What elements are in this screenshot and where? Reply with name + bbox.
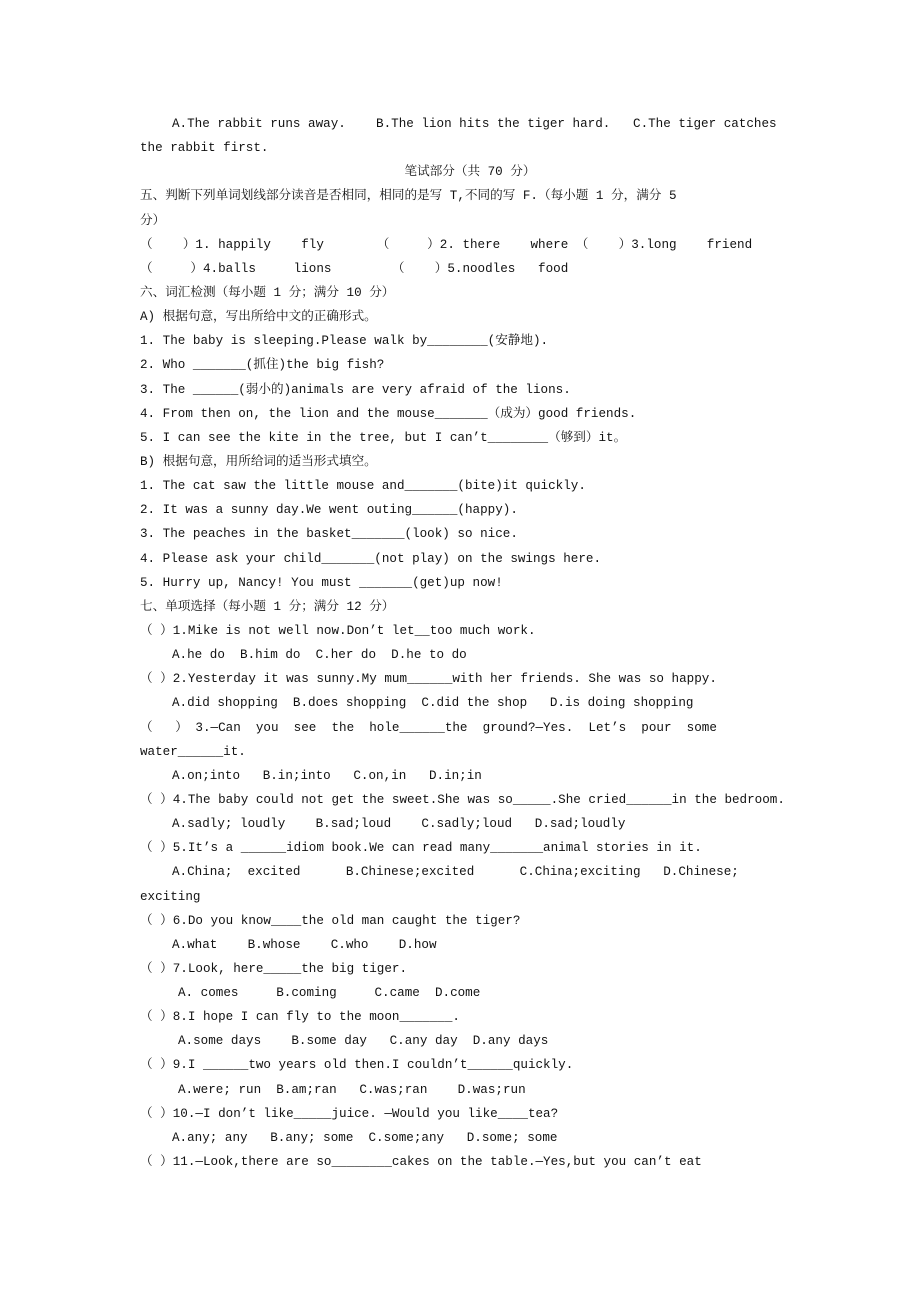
question-line: 4. From then on, the lion and the mouse_______（成为）good friends.	[140, 406, 637, 421]
question-line: （ ）4.The baby could not get the sweet.She was so_____.She cried______in the bedroom.	[140, 792, 785, 807]
question-line: 3. The ______(弱小的)animals are very afraid of the lions.	[140, 382, 571, 397]
question-line: （ ）10.—I don’t like_____juice. —Would you like____tea?	[140, 1106, 559, 1121]
subsection-heading: B) 根据句意，用所给词的适当形式填空。	[140, 454, 377, 469]
answer-options: A. comes B.coming C.came D.come	[178, 986, 481, 1001]
question-line: （ ）4.balls lions （ ）5.noodles food	[140, 261, 569, 276]
section-heading: 七、单项选择（每小题 1 分；满分 12 分）	[140, 599, 395, 614]
section-heading: 五、判断下列单词划线部分读音是否相同，相同的是写 T,不同的写 F.（每小题 1 分，满分 5	[140, 189, 677, 204]
question-line: （ ）9.I ______two years old then.I couldn’t______quickly.	[140, 1058, 574, 1073]
question-line: 1. The baby is sleeping.Please walk by________(安静地).	[140, 334, 549, 349]
question-line: exciting	[140, 889, 201, 904]
question-line: 5. Hurry up, Nancy! You must _______(get)up now!	[140, 575, 503, 590]
section-heading: 六、词汇检测（每小题 1 分；满分 10 分）	[140, 285, 395, 300]
answer-options: A.sadly; loudly B.sad;loud C.sadly;loud D.sad;loudly	[172, 817, 626, 832]
answer-options: A.what B.whose C.who D.how	[172, 937, 437, 952]
question-line: （ ）5.It’s a ______idiom book.We can read many_______animal stories in it.	[140, 841, 702, 856]
question-line: （ ）8.I hope I can fly to the moon_______.	[140, 1010, 460, 1025]
question-line: 5. I can see the kite in the tree, but I can’t________（够到）it。	[140, 430, 627, 445]
question-line: （ ）11.—Look,there are so________cakes on the table.—Yes,but you can’t eat	[140, 1155, 702, 1170]
question-line: 分）	[140, 213, 166, 228]
answer-options: A.China; excited B.Chinese;excited C.China;exciting D.Chinese;	[172, 865, 739, 880]
question-line: 2. Who _______(抓住)the big fish?	[140, 358, 385, 373]
exam-page	[140, 112, 840, 1174]
answer-options: A.did shopping B.does shopping C.did the shop D.is doing shopping	[172, 696, 694, 711]
answer-options: A.on;into B.in;into C.on,in D.in;in	[172, 768, 482, 783]
answer-options: A.any; any B.any; some C.some;any D.some; some	[172, 1130, 558, 1145]
question-line: 2. It was a sunny day.We went outing______(happy).	[140, 503, 518, 518]
answer-options: A.The rabbit runs away. B.The lion hits the tiger hard. C.The tiger catches	[172, 117, 777, 131]
question-line: the rabbit first.	[140, 141, 269, 156]
subsection-heading: A) 根据句意，写出所给中文的正确形式。	[140, 310, 377, 325]
question-line: （ ）2.Yesterday it was sunny.My mum______with her friends. She was so happy.	[140, 672, 717, 687]
question-line: （ ）1.Mike is not well now.Don’t let__too much work.	[140, 623, 536, 638]
question-line: 1. The cat saw the little mouse and_______(bite)it quickly.	[140, 479, 586, 494]
question-line: （ ）6.Do you know____the old man caught the tiger?	[140, 913, 521, 928]
question-line: （ ）1. happily fly （ ）2. there where （ ）3.long friend	[140, 237, 753, 252]
question-line: water______it.	[140, 744, 246, 759]
answer-options: A.were; run B.am;ran C.was;ran D.was;run	[178, 1082, 526, 1097]
question-line: （ ）7.Look, here_____the big tiger.	[140, 961, 408, 976]
section-title: 笔试部分（共 70 分）	[404, 165, 536, 180]
question-line: 4. Please ask your child_______(not play) on the swings here.	[140, 551, 602, 566]
answer-options: A.some days B.some day C.any day D.any days	[178, 1034, 549, 1049]
question-line: （ ） 3.—Can you see the hole______the ground?—Yes. Let’s pour some	[140, 720, 717, 735]
question-line: 3. The peaches in the basket_______(look) so nice.	[140, 527, 518, 542]
answer-options: A.he do B.him do C.her do D.he to do	[172, 648, 467, 663]
